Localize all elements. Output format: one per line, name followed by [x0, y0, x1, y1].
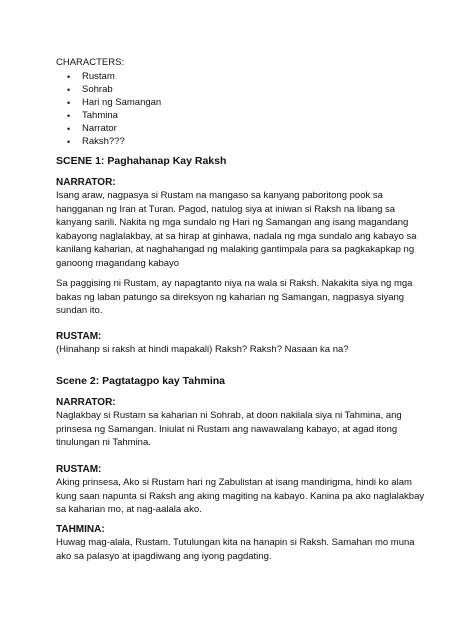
list-item: • Sohrab — [56, 84, 161, 97]
text-line: tinulungan ni Tahmina. — [56, 437, 151, 448]
text-line: (Hinahanp si raksh at hindi mapakali) Raksh? Raksh? Nasaan ka na? — [56, 344, 349, 355]
list-item: • Hari ng Samangan — [56, 97, 161, 110]
rustam-label: RUSTAM: — [56, 464, 102, 475]
list-item: • Tahmina — [56, 110, 161, 123]
text-line: bakas ng laban patungo sa direksyon ng kaharian ng Samangan, nagpasya siyang — [56, 291, 405, 303]
list-item: • Narrator — [56, 123, 161, 136]
rustam-label: RUSTAM: — [56, 331, 102, 342]
characters-heading: CHARACTERS: — [56, 57, 125, 68]
text-line: Isang araw, nagpasya si Rustam na mangaso sa kanyang paboritong pook sa — [56, 190, 383, 201]
narrator-label: NARRATOR: — [56, 177, 116, 188]
text-line: kanilang kaharian, at naghahangad ng malaking gantimpala para sa pagkakapkap ng — [56, 244, 415, 255]
narrator-label: NARRATOR: — [56, 397, 116, 408]
text-line: Huwag mag-alala, Rustam. Tutulungan kita na hanapin si Raksh. Samahan mo muna — [56, 537, 415, 548]
text-line: Aking prinsesa, Ako si Rustam hari ng Zabulistan at isang mandirigma, hindi ko alam — [56, 477, 412, 488]
list-item: • Raksh??? — [56, 136, 161, 149]
text-line: ganoong magandang kabayo — [56, 257, 180, 269]
text-line: kung saan napunta si Raksh ang aking magiting na kabayo. Kanina pa ako naglalakbay — [56, 490, 425, 502]
text-line: sundan ito. — [56, 305, 103, 316]
text-line: Sa paggising ni Rustam, ay napagtanto niya na wala si Raksh. Nakakita siya ng mga — [56, 278, 413, 289]
text-line: kanyang sarili. Nakita ng mga sundalo ng Hari ng Samangan ang isang magandang — [56, 217, 409, 228]
text-line: ako sa palasyo at ipagdiwang ang iyong pagdating. — [56, 550, 272, 562]
text-line: prinsesa ng Samangan. Iniulat ni Rustam ang nawawalang kabayo, at agad itong — [56, 423, 398, 435]
list-item: • Rustam — [56, 71, 161, 84]
text-line: hangganan ng Iran at Turan. Pagod, natulog siya at iniwan si Raksh na libang sa — [56, 203, 396, 215]
tahmina-label: TAHMINA: — [56, 524, 105, 535]
text-line: Naglakbay si Rustam sa kaharian ni Sohrab, at doon nakilala siya ni Tahmina, ang — [56, 410, 402, 421]
character-list — [56, 71, 161, 148]
text-line: sa kaharian mo, at nag-aalala ako. — [56, 504, 202, 515]
scene-2-heading: Scene 2: Pagtatagpo kay Tahmina — [56, 375, 226, 387]
text-line: kabayong naglalakbay, at sa hirap at ginhawa, nadala ng mga sundalo ang kabayo sa — [56, 230, 417, 242]
scene-1-heading: SCENE 1: Paghahanap Kay Raksh — [56, 155, 227, 167]
